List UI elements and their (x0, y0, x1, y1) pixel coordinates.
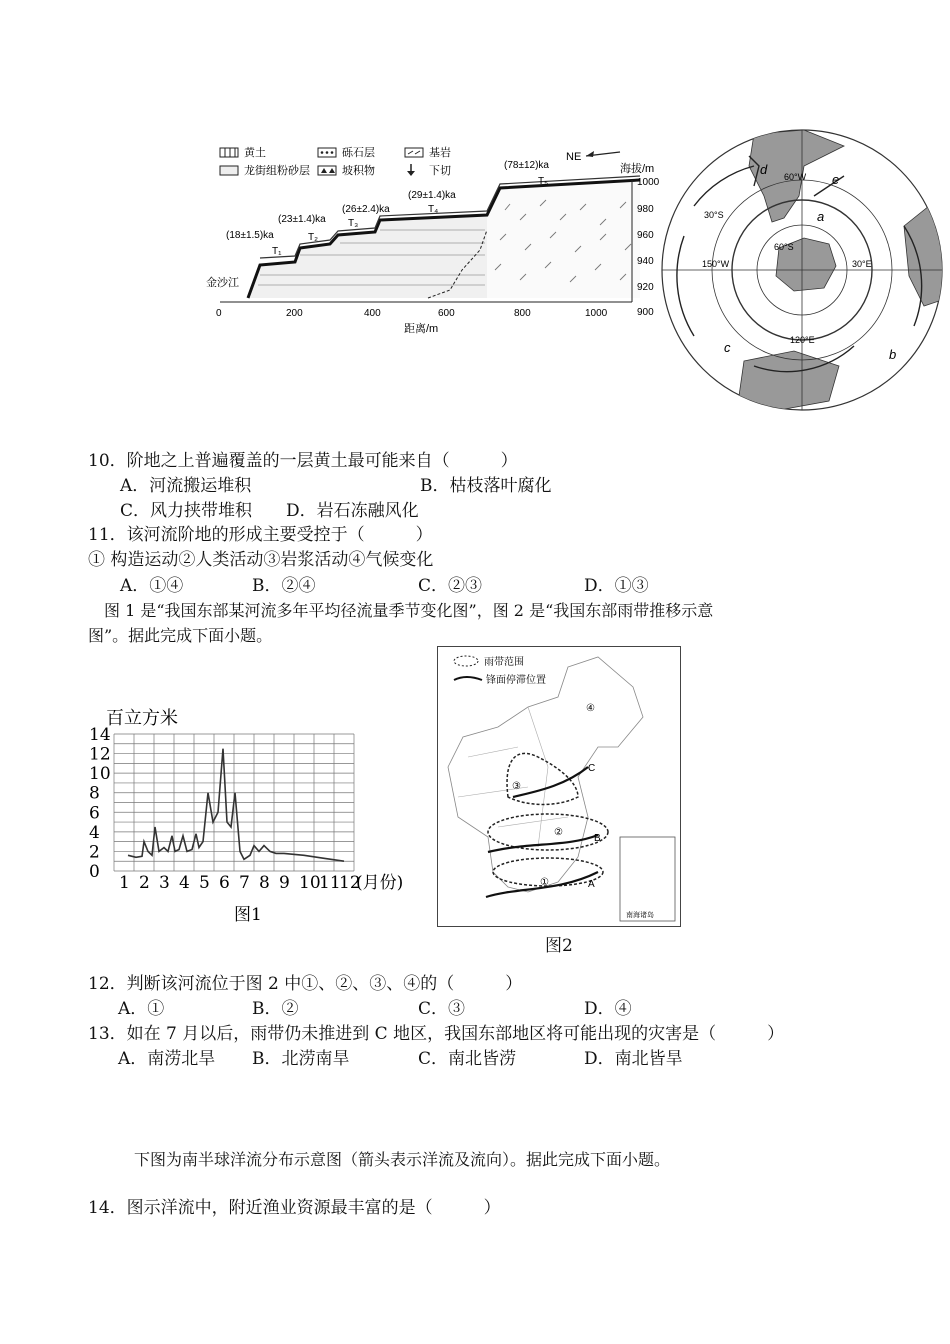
fig1-y-unit: 百立方米 (106, 708, 178, 729)
q12-stem: 12．判断该河流位于图 2 中①、②、③、④的（ ） (88, 974, 523, 994)
q13-option-d[interactable]: D．南北皆旱 (584, 1049, 683, 1069)
q12-option-a[interactable]: A．① (118, 999, 165, 1019)
intro-ocean-currents: 下图为南半球洋流分布示意图（箭头表示洋流及流向）。据此完成下面小题。 (134, 1150, 671, 1169)
fig2-legend-front: 锋面停滞位置 (486, 675, 546, 686)
legend-loess: 黄土 (244, 147, 266, 159)
fig1-x-tick: 3 (159, 873, 170, 893)
current-b-label: b (889, 347, 897, 362)
ocean-currents-map (654, 126, 950, 414)
q10-option-d[interactable]: D．岩石冻融风化 (286, 501, 419, 521)
q11-option-a[interactable]: A．①④ (120, 576, 184, 596)
fig1-x-tick: 4 (179, 873, 190, 893)
x-tick-600: 600 (438, 308, 455, 319)
fig2-region-3: ③ (512, 781, 521, 792)
q10-option-c[interactable]: C．风力挟带堆积 (120, 501, 253, 521)
fig2-inset-label: 南海诸岛 (626, 912, 654, 919)
q11-option-b[interactable]: B．②④ (252, 576, 316, 596)
fig1-y-tick: 12 (89, 744, 111, 765)
q10-option-b[interactable]: B．枯枝落叶腐化 (420, 476, 552, 496)
fig1-y-tick: 14 (89, 725, 111, 745)
current-a-label: a (817, 209, 825, 224)
fig2-caption: 图2 (545, 936, 573, 956)
intro-fig1-fig2-line2: 图”。据此完成下面小题。 (88, 626, 273, 645)
fig2-belt-a: A (588, 879, 595, 890)
legend-gravel: 砾石层 (342, 147, 375, 159)
y-tick-920: 920 (637, 282, 654, 293)
y-tick-960: 960 (637, 230, 654, 241)
lon-60w: 60°W (784, 172, 807, 182)
fig2-inset-box (620, 837, 675, 921)
age-t2: (23±1.4)ka (278, 214, 326, 225)
current-c-label: c (724, 340, 731, 355)
fig1-runoff-chart (86, 700, 431, 930)
x-tick-1000: 1000 (585, 308, 608, 319)
x-tick-800: 800 (514, 308, 531, 319)
legend-longjie: 龙街组粉砂层 (244, 165, 310, 177)
q11-items: ① 构造运动②人类活动③岩浆活动④气候变化 (88, 550, 434, 570)
legend-colluvium: 坡积物 (342, 165, 375, 177)
fig1-runoff-curve (128, 749, 344, 862)
age-t4: (29±1.4)ka (408, 190, 456, 201)
fig2-region-1: ① (540, 877, 549, 888)
fig1-x-tick: 1 (119, 873, 130, 893)
legend-bedrock: 基岩 (429, 147, 451, 159)
q13-option-c[interactable]: C．南北皆涝 (418, 1049, 517, 1069)
q11-stem: 11．该河流阶地的形成主要受控于（ ） (88, 525, 433, 545)
fig1-y-tick: 8 (89, 783, 100, 804)
age-t5: (78±12)ka (504, 160, 549, 171)
fig2-region-4: ④ (586, 703, 595, 714)
fig1-x-tick: 8 (259, 873, 270, 893)
fig1-y-tick: 4 (89, 822, 100, 843)
y-tick-980: 980 (637, 204, 654, 215)
lon-30e: 30°E (852, 259, 872, 269)
terrace-t5: T₅ (538, 176, 549, 187)
terrace-t4: T₄ (428, 204, 439, 215)
fig1-caption: 图1 (234, 905, 262, 925)
q14-stem: 14．图示洋流中，附近渔业资源最丰富的是（ ） (88, 1198, 501, 1218)
river-label: 金沙江 (206, 277, 239, 289)
fig1-y-tick: 6 (89, 803, 100, 824)
y-tick-900: 900 (637, 307, 654, 318)
q12-option-c[interactable]: C．③ (418, 999, 466, 1019)
fig1-x-tick: 2 (139, 873, 150, 893)
q13-option-a[interactable]: A．南涝北旱 (118, 1049, 216, 1069)
fig1-y-tick: 0 (89, 862, 100, 882)
q12-option-d[interactable]: D．④ (584, 999, 632, 1019)
terrace-legend (220, 145, 451, 177)
fig1-x-tick: 7 (239, 873, 250, 893)
y-tick-1000: 1000 (637, 177, 660, 188)
fig1-x-tick: 9 (279, 873, 290, 893)
q12-option-b[interactable]: B．② (252, 999, 299, 1019)
fig2-belt-b: B (594, 833, 601, 844)
x-tick-400: 400 (364, 308, 381, 319)
fig1-y-tick: 10 (89, 764, 111, 785)
terrace-t3: T₃ (348, 218, 359, 229)
fig1-x-tick: 10 (299, 873, 321, 893)
current-e-label: e (832, 172, 840, 187)
fig1-x-unit: (月份) (356, 873, 404, 893)
fig1-y-tick: 2 (89, 842, 100, 863)
intro-fig1-fig2-line1: 图 1 是“我国东部某河流多年平均径流量季节变化图”，图 2 是“我国东部雨带推移示意 (104, 601, 714, 620)
fig2-belt-c: C (588, 763, 596, 774)
x-tick-0: 0 (216, 308, 222, 319)
terrace-t2: T₂ (308, 232, 318, 243)
y-tick-940: 940 (637, 256, 654, 267)
q10-stem: 10．阶地之上普遍覆盖的一层黄土最可能来自（ ） (88, 451, 518, 471)
fig1-x-tick: 12 (339, 873, 361, 893)
fig2-rainbelt-map (438, 647, 680, 926)
legend-incision: 下切 (429, 165, 451, 177)
lon-150w: 150°W (702, 259, 730, 269)
q13-stem: 13．如在 7 月以后，雨带仍未推进到 C 地区，我国东部地区将可能出现的灾害是（ ） (88, 1024, 785, 1044)
q10-option-a[interactable]: A．河流搬运堆积 (120, 476, 252, 496)
lat-30s: 30°S (704, 210, 724, 220)
lat-60s: 60°S (774, 242, 794, 252)
fig2-region-2: ② (554, 827, 563, 838)
x-tick-200: 200 (286, 308, 303, 319)
fig1-x-tick: 6 (219, 873, 230, 893)
terrace-t1: T₁ (272, 246, 282, 257)
q11-option-d[interactable]: D．①③ (584, 576, 649, 596)
lon-120e: 120°E (790, 335, 815, 345)
fig2-map-frame (437, 646, 681, 927)
terrace-profile-figure (200, 140, 660, 350)
current-d-label: d (760, 162, 768, 177)
x-axis-label: 距离/m (404, 323, 439, 335)
q11-option-c[interactable]: C．②③ (418, 576, 483, 596)
age-t1: (18±1.5)ka (226, 230, 274, 241)
fig1-x-tick: 5 (199, 873, 210, 893)
age-t3: (26±2.4)ka (342, 204, 390, 215)
fig1-x-tick: 11 (319, 873, 341, 893)
q13-option-b[interactable]: B．北涝南旱 (252, 1049, 350, 1069)
ne-label: NE (566, 151, 582, 163)
y-axis-label: 海拔/m (620, 163, 655, 175)
fig2-legend-rain: 雨带范围 (484, 657, 524, 668)
